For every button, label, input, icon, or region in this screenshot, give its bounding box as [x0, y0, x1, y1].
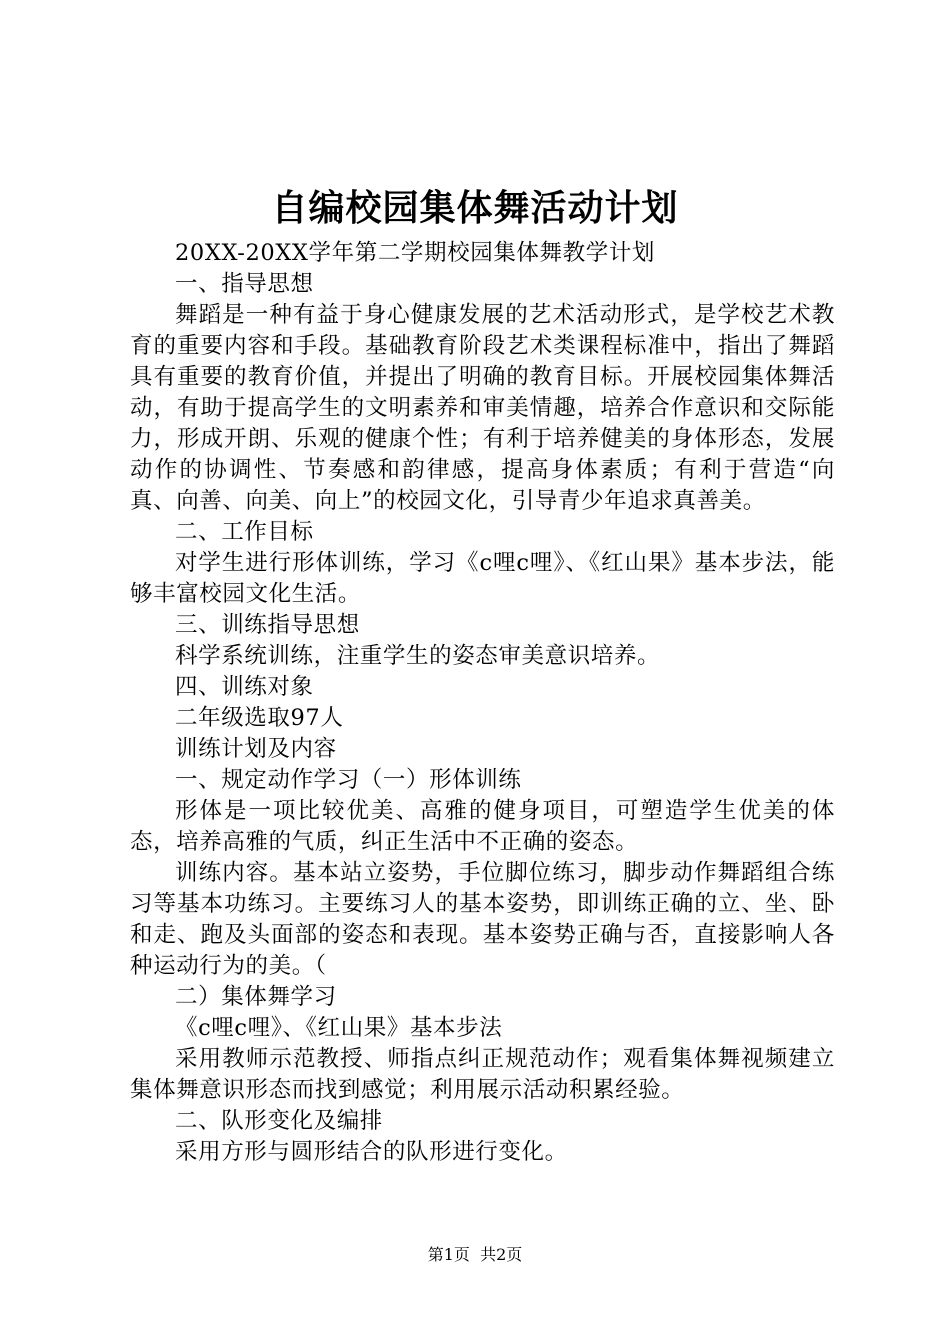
page-footer [0, 1240, 950, 1270]
paragraph-training-content: 训练内容。基本站立姿势，手位脚位练习，脚步动作舞蹈组合练习等基本功练习。主要练习人的基本姿势，即训练正确的立、坐、卧和走、跑及头面部的姿态和表现。基本姿势正确与否，直接影响人各种运动行为的美。（ [130, 860, 835, 979]
heading-formation: 二、队形变化及编排 [175, 1108, 383, 1134]
heading-body-training: 一、规定动作学习（一）形体训练 [175, 767, 522, 793]
document-body [130, 238, 835, 1168]
paragraph-semester-plan: 20XX-20XX学年第二学期校园集体舞教学计划 [175, 240, 656, 266]
heading-training-ideology: 三、训练指导思想 [175, 612, 360, 638]
paragraph-work-goals: 对学生进行形体训练，学习《c哩c哩》、《红山果》基本步法，能够丰富校园文化生活。 [130, 550, 835, 607]
paragraph-training-target: 二年级选取97人 [175, 705, 344, 731]
heading-training-plan: 训练计划及内容 [175, 736, 337, 762]
heading-group-dance: 二）集体舞学习 [175, 984, 337, 1010]
heading-work-goals: 二、工作目标 [175, 519, 314, 545]
heading-training-target: 四、训练对象 [175, 674, 314, 700]
page-number: 第1页 [427, 1245, 470, 1264]
page-total: 共2页 [480, 1245, 523, 1264]
paragraph-teaching-method: 采用教师示范教授、师指点纠正规范动作；观看集体舞视频建立集体舞意识形态而找到感觉；利用展示活动积累经验。 [130, 1046, 835, 1103]
paragraph-formation: 采用方形与圆形结合的队形进行变化。 [175, 1139, 568, 1165]
paragraph-training-ideology: 科学系统训练，注重学生的姿态审美意识培养。 [175, 643, 661, 669]
paragraph-dance-steps: 《c哩c哩》、《红山果》基本步法 [175, 1015, 503, 1041]
heading-guiding-ideology: 一、指导思想 [175, 271, 314, 297]
paragraph-body-training: 形体是一项比较优美、高雅的健身项目，可塑造学生优美的体态，培养高雅的气质，纠正生活中不正确的姿态。 [130, 798, 835, 855]
document-title: 自编校园集体舞活动计划 [271, 187, 679, 229]
paragraph-dance-value: 舞蹈是一种有益于身心健康发展的艺术活动形式，是学校艺术教育的重要内容和手段。基础教育阶段艺术类课程标准中，指出了舞蹈具有重要的教育价值，并提出了明确的教育目标。开展校园集体舞活动，有助于提高学生的文明素养和审美情趣，培养合作意识和交际能力，形成开朗、乐观的健康个性；有利于培养健美的身体形态，发展动作的协调性、节奏感和韵律感，提高身体素质；有利于营造“向真、向善、向美、向上”的校园文化，引导青少年追求真善美。 [130, 302, 835, 514]
